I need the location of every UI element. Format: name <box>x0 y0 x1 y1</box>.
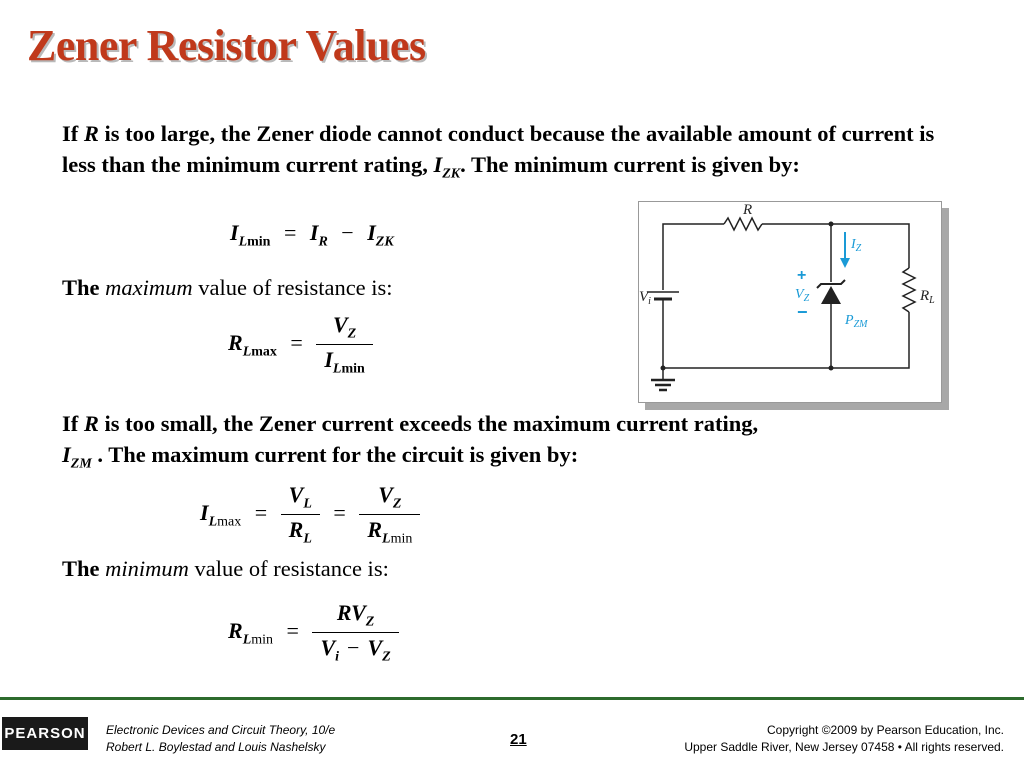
paragraph-maximum: The maximum value of resistance is: <box>62 275 393 300</box>
current-arrow-icon <box>840 258 850 268</box>
label-rl: R <box>920 288 930 304</box>
svg-text:Vi: $V_i$ <box>639 289 651 307</box>
label-minus: − <box>797 302 808 322</box>
slide-title: Zener Resistor Values <box>27 21 426 70</box>
footer-divider <box>0 697 1024 700</box>
equation-rl-min: $R_{Lmin}$ = $\frac{RV_Z}{V_i - V_Z}$ <box>228 600 399 666</box>
label-r: R <box>743 202 753 218</box>
svg-text:PZM: $P_{ZM}$ <box>845 313 868 330</box>
svg-text:IZ: $I_Z$ <box>851 237 862 254</box>
zener-circuit-diagram <box>638 201 942 403</box>
label-plus: + <box>797 267 807 284</box>
footer-book-info <box>106 722 335 756</box>
page-number: 21 <box>510 731 527 748</box>
footer-authors: Robert L. Boylestad and Louis Nashelsky <box>106 740 326 754</box>
svg-text:VZ: $V_Z$ <box>795 287 810 304</box>
label-iz: I <box>851 237 856 252</box>
circuit-svg <box>639 202 941 402</box>
paragraph-small-resistor: If R is too small, the Zener current exceeds the maximum current rating, $I_{ZM}$ . The maximum current for the circuit is given by: <box>62 411 759 472</box>
zener-diode-symbol <box>821 286 841 304</box>
label-pzm: P <box>845 313 854 328</box>
paragraph-minimum: The minimum value of resistance is: <box>62 556 389 581</box>
label-vi: V <box>639 289 649 305</box>
footer-copyright: Copyright ©2009 by Pearson Education, Inc. Upper Saddle River, New Jersey 07458 • All rights reserved. <box>684 723 1004 754</box>
equation-il-max: $I_{Lmax}$ = $\frac{V_L}{R_L}$ = $\frac{V_Z}{R_{Lmin}}$ <box>200 482 420 548</box>
resistor-r-symbol <box>724 218 762 230</box>
load-resistor-symbol <box>903 268 915 312</box>
svg-text:RL: $R_L$ <box>920 288 935 306</box>
equation-rl-max: $R_{Lmax}$ = $\frac{V_Z}{I_{Lmin}}$ <box>228 312 373 378</box>
equation-il-min: $I_{Lmin} = I_R - I_{ZK}$ <box>230 220 394 250</box>
label-vz: V <box>795 287 804 302</box>
pearson-logo: PEARSON <box>2 717 88 750</box>
paragraph-large-resistor: If R is too large, the Zener diode cannot conduct because the available amount of current is less than the minimum current rating, $I_{ZK}$. The minimum current is given by: <box>62 121 935 182</box>
footer-book-title: Electronic Devices and Circuit Theory, 10/e <box>106 723 336 737</box>
